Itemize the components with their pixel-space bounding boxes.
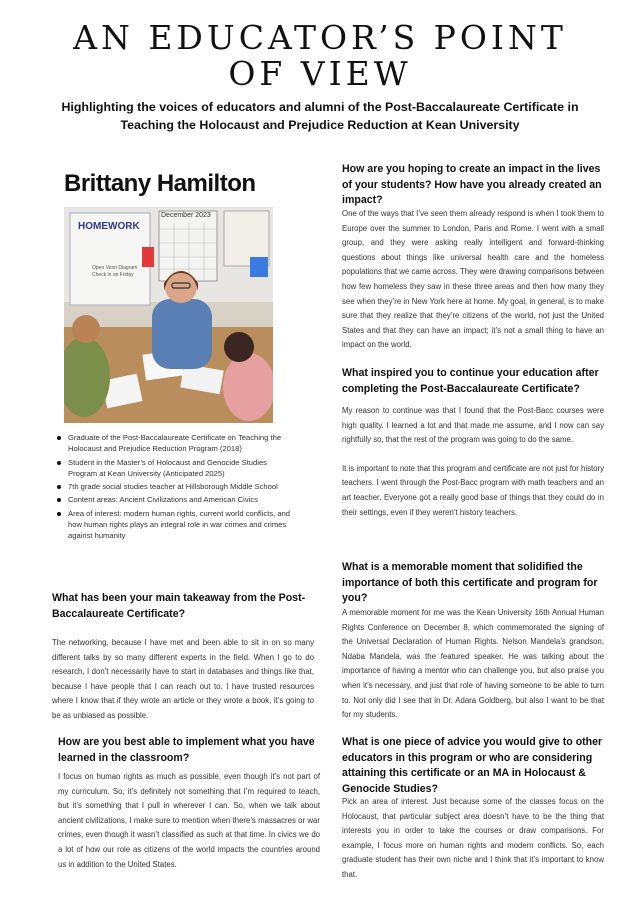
answer-paragraph: I focus on human rights as much as possible, even though it’s not part of my curriculum. So, it’s definitely not something that I’m required to teach, but it’s something that I pull in wherever I can. So, when we talk about ancient civilizations, I make sure to mention when there’s massacres or war crimes, even though it wasn’t classified as such at that time. In civics we do a lot of how our role as citizens of the world impacts the countries around us in addition to the United States.	[58, 772, 320, 869]
answer-advice	[342, 795, 604, 883]
question-advice: What is one piece of advice you would give to other educators in this program or who are considering attaining this certificate or an MA in Holocaust & Genocide Studies?	[342, 736, 603, 795]
profile-bullet: Graduate of the Post-Baccalaureate Certificate on Teaching the Holocaust and Prejudice Reduction Program (2018)	[56, 432, 296, 455]
profile-bullet: Student in the Master’s of Holocaust and Genocide Studies Program at Kean University (Anticipated 2025)	[56, 457, 296, 480]
profile-bullet-list	[56, 432, 296, 544]
question-implement-classroom: How are you best able to implement what you have learned in the classroom?	[58, 736, 315, 764]
page-title-line2: OF VIEW	[228, 54, 412, 93]
profile-bullet: Content areas: Ancient Civilizations and American Civics	[56, 494, 296, 505]
photo-note-label: Open Venn Diagram Check in on Friday	[92, 265, 138, 278]
page-title-line1: AN EDUCATOR’S POINT	[73, 18, 567, 57]
question-impact: How are you hoping to create an impact in the lives of your students? How have you already created an impact?	[342, 163, 602, 206]
question-main-takeaway: What has been your main takeaway from the Post-Baccalaureate Certificate?	[52, 592, 306, 620]
classroom-photo	[64, 207, 273, 423]
answer-paragraph: A memorable moment for me was the Kean University 16th Annual Human Rights Conference on December 8, which commemorated the signing of the Universal Declaration of Human Rights. Nelson Mandela’s grandson, Ndaba Mandela, was the featured speaker. He was talking about the importance of having a mentor who can challenge you, but also praise you when it’s necessary, and just that role of having someone to be able to turn to. Not only did I see that in Dr. Adara Goldberg, but also I want to be that for my students.	[342, 608, 604, 720]
profile-name: Brittany Hamilton	[64, 170, 256, 197]
photo-calendar-label: December 2023	[161, 212, 211, 219]
answer-continue-education	[342, 404, 604, 520]
answer-paragraph: It is important to note that this program and certificate are not just for history teachers. I went through the Post-Bacc program with math teachers and an art teacher. Everyone got a really good base of things that they could do in their settings, even if they weren’t history teachers.	[342, 463, 604, 517]
answer-impact	[342, 207, 604, 353]
photo-board-label: HOMEWORK	[78, 221, 140, 232]
answer-paragraph: Pick an area of interest. Just because some of the classes focus on the Holocaust, that particular subject area doesn’t have to be the thing that interests you in order to take the courses or draw comparisons. For example, I focus more on human rights and modern conflicts. So, each graduate student has their own niche and I think that it’s important to know that.	[342, 797, 604, 879]
answer-main-takeaway	[52, 636, 314, 724]
answer-memorable-moment	[342, 606, 604, 723]
profile-bullet: Area of interest: modern human rights, current world conflicts, and how human rights plays an integral role in war crimes and crimes against humanity	[56, 508, 296, 542]
question-memorable-moment: What is a memorable moment that solidified the importance of both this certificate and program for you?	[342, 561, 598, 604]
answer-implement-classroom	[58, 770, 320, 872]
page-subtitle: Highlighting the voices of educators and alumni of the Post-Baccalaureate Certificate in Teaching the Holocaust and Prejudice Reduction at Kean University	[61, 100, 579, 132]
question-continue-education: What inspired you to continue your education after completing the Post-Baccalaureate Certificate?	[342, 367, 599, 395]
answer-paragraph: My reason to continue was that I found that the Post-Bacc courses were high quality. I learned a lot and that made me assume, and I now can say rightfully so, that the rest of the program was going to do the same.	[342, 406, 604, 445]
answer-paragraph: The networking, because I have met and been able to sit in on so many different talks by so many different experts in the field. When I go to do research, I don’t necessarily have to start in databases and things like that, because I have people that I can reach out to. I have trusted resources where I know that if they wrote an article or they wrote a book, it’s going to be as unbiased as possible.	[52, 638, 314, 720]
profile-bullet: 7th grade social studies teacher at Hillsborough Middle School	[56, 481, 296, 492]
answer-paragraph: One of the ways that I’ve seen them already respond is when I took them to Europe over the summer to London, Paris and Rome. I went with a small group, and they were asking really intelligent and forward-thinking questions about things like universal health care and the homeless populations that we came across. They were drawing comparisons between how few homeless they saw in these three areas and then how many they see when they’re in New York here at home. My goal, in general, is to make sure that they realize that they’re citizens of the world, not just the United States and that they can have an impact; it’s not a small thing to have an impact on the world.	[342, 209, 604, 350]
